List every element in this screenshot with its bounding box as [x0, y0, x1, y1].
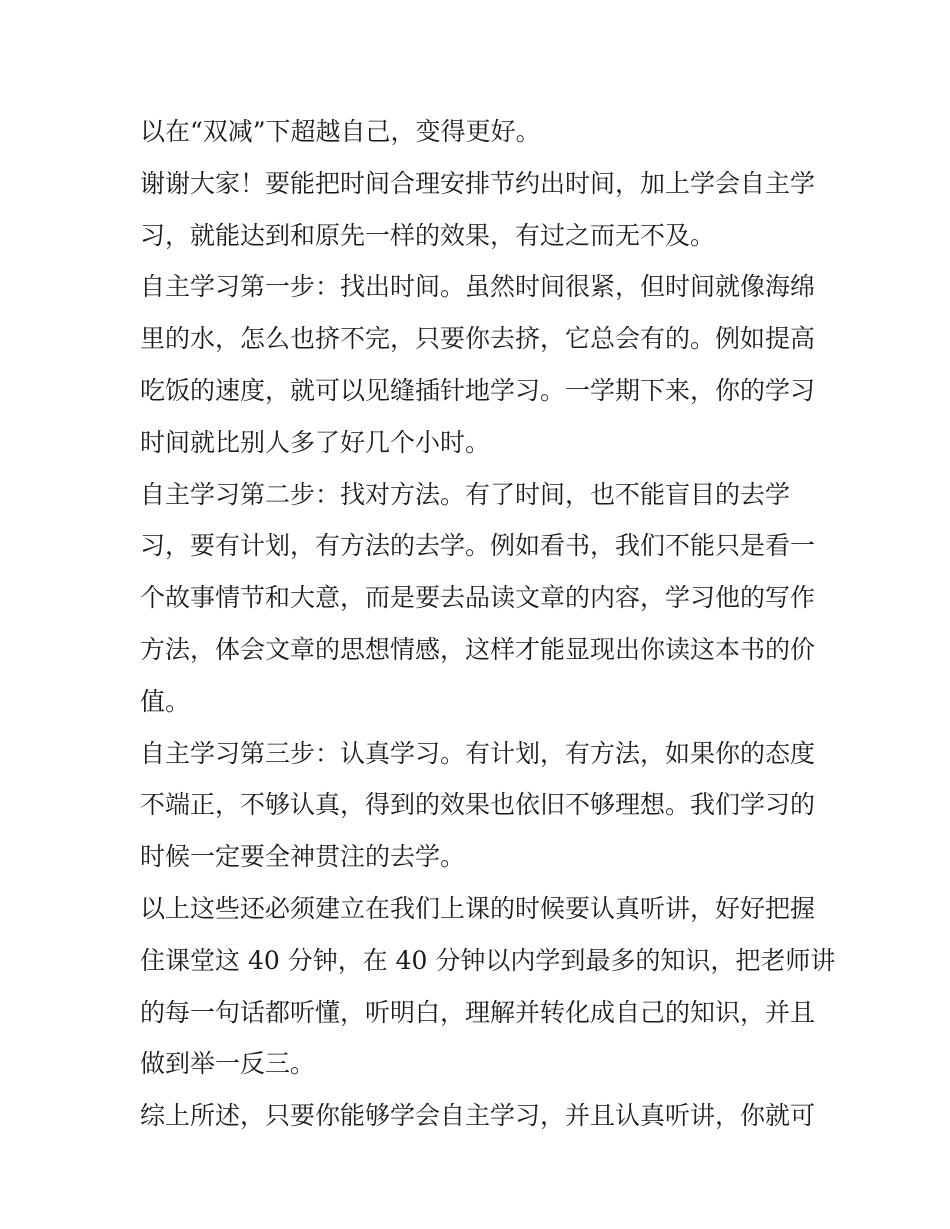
text-line: 住课堂这 40 分钟，在 40 分钟以内学到最多的知识，把老师讲 [140, 945, 836, 975]
text-line: 时间就比别人多了好几个小时。 [140, 427, 491, 457]
document-body [140, 106, 836, 1142]
text-line: 习，要有计划，有方法的去学。例如看书，我们不能只是看一 [140, 531, 816, 561]
text-line: 值。 [140, 686, 191, 716]
text-line: 个故事情节和大意，而是要去品读文章的内容，学习他的写作 [140, 583, 816, 613]
text-line: 里的水，怎么也挤不完，只要你去挤，它总会有的。例如提高 [140, 324, 816, 354]
text-line: 时候一定要全神贯注的去学。 [140, 842, 466, 872]
text-line: 做到举一反三。 [140, 1049, 316, 1079]
text-line: 以上这些还必须建立在我们上课的时候要认真听讲，好好把握 [140, 893, 816, 923]
text-line: 吃饭的速度，就可以见缝插针地学习。一学期下来，你的学习 [140, 375, 816, 405]
text-line: 自主学习第一步：找出时间。虽然时间很紧，但时间就像海绵 [140, 272, 816, 302]
text-line: 自主学习第三步：认真学习。有计划，有方法，如果你的态度 [140, 738, 816, 768]
text-line: 方法，体会文章的思想情感，这样才能显现出你读这本书的价 [140, 634, 816, 664]
text-line: 的每一句话都听懂，听明白，理解并转化成自己的知识，并且 [140, 997, 816, 1027]
text-line: 自主学习第二步：找对方法。有了时间，也不能盲目的去学 [140, 479, 791, 509]
text-line: 综上所述，只要你能够学会自主学习，并且认真听讲，你就可 [140, 1101, 816, 1131]
text-line: 不端正，不够认真，得到的效果也依旧不够理想。我们学习的 [140, 790, 816, 820]
text-line: 习，就能达到和原先一样的效果，有过之而无不及。 [140, 220, 716, 250]
text-line: 谢谢大家！要能把时间合理安排节约出时间，加上学会自主学 [140, 168, 816, 198]
text-line: 以在“双减”下超越自己，变得更好。 [140, 117, 541, 146]
